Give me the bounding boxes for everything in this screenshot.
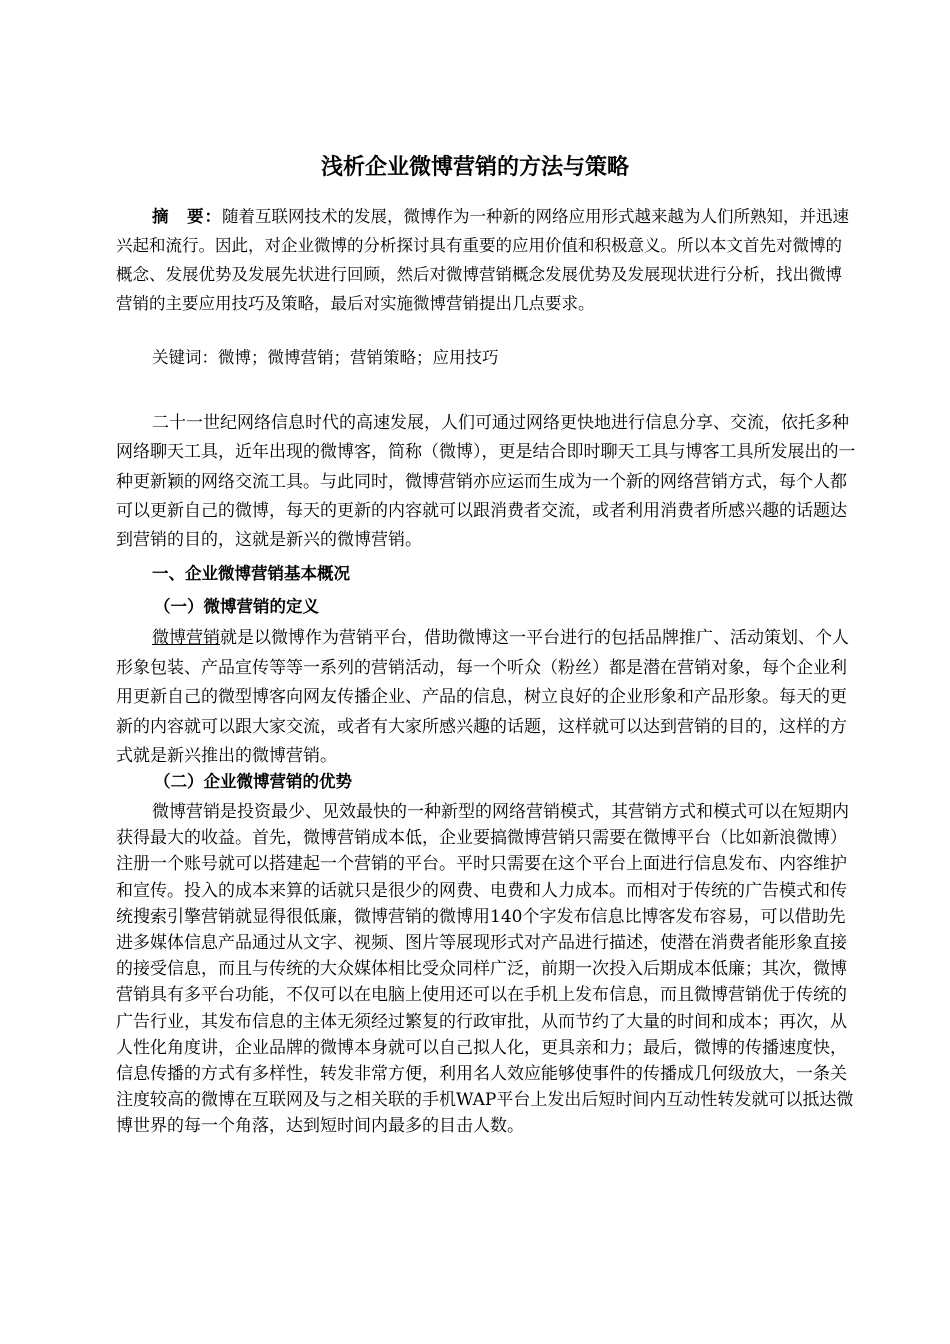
definition-paragraph bbox=[116, 624, 858, 772]
advantages-paragraph: 微博营销是投资最少、见效最快的一种新型的网络营销模式，其营销方式和模式可以在短期内获得最大的收益。首先，微博营销成本低，企业要搞微博营销只需要在微博平台（比如新浪微博）注册一个账号就可以搭建起一个营销的平台。平时只需要在这个平台上面进行信息发布、内容维护和宣传。投入的成本来算的话就只是很少的网费、电费和人力成本。而相对于传统的广告模式和传统搜索引擎营销就显得很低廉，微博营销的微博用140个字发布信息比博客发布容易，可以借助先进多媒体信息产品通过从文字、视频、图片等展现形式对产品进行描述，使潜在消费者能形象直接的接受信息，而且与传统的大众媒体相比受众同样广泛，前期一次投入后期成本低廉；其次，微博营销具有多平台功能，不仅可以在电脑上使用还可以在手机上发布信息，而且微博营销优于传统的广告行业，其发布信息的主体无须经过繁复的行政审批，从而节约了大量的时间和成本；再次，从人性化角度讲，企业品牌的微博本身就可以自己拟人化，更具亲和力；最后，微博的传播速度快，信息传播的方式有多样性，转发非常方便，利用名人效应能够使事件的传播成几何级放大，一条关注度较高的微博在互联网及与之相关联的手机WAP平台上发出后短时间内互动性转发就可以抵达微博世界的每一个角落，达到短时间内最多的目击人数。 bbox=[116, 802, 854, 1137]
abstract-text: 随着互联网技术的发展，微博作为一种新的网络应用形式越来越为人们所熟知，并迅速兴起和流行。因此，对企业微博的分析探讨具有重要的应用价值和积极意义。所以本文首先对微博的概念、发展优势及发展先状进行回顾，然后对微博营销概念发展优势及发展现状进行分析，找出微博营销的主要应用技巧及策略，最后对实施微博营销提出几点要求。 bbox=[116, 207, 849, 313]
subsection-heading-definition: （一）微博营销的定义 bbox=[154, 597, 319, 616]
definition-term: 微博营销 bbox=[152, 628, 220, 648]
keywords-text: 微博；微博营销；营销策略；应用技巧 bbox=[218, 348, 499, 367]
subsection-heading-advantages: （二）企业微博营销的优势 bbox=[154, 772, 352, 791]
keywords-label: 关键词： bbox=[152, 348, 218, 367]
section-heading: 一、企业微博营销基本概况 bbox=[152, 564, 350, 583]
intro-paragraph: 二十一世纪网络信息时代的高速发展，人们可通过网络更快地进行信息分享、交流，依托多种网络聊天工具，近年出现的微博客，简称（微博），更是结合即时聊天工具与博客工具所发展出的一种更新颖的网络交流工具。与此同时，微博营销亦应运而生成为一个新的网络营销方式，每个人都可以更新自己的微博，每天的更新的内容就可以跟消费者交流，或者利用消费者所感兴趣的话题达到营销的目的，这就是新兴的微博营销。 bbox=[116, 413, 856, 551]
abstract-label: 摘 要： bbox=[152, 207, 222, 226]
definition-text: 就是以微博作为营销平台，借助微博这一平台进行的包括品牌推广、活动策划、个人形象包装、产品宣传等等一系列的营销活动，每一个听众（粉丝）都是潜在营销对象，每个企业利用更新自己的微型博客向网友传播企业、产品的信息，树立良好的企业形象和产品形象。每天的更新的内容就可以跟大家交流，或者有大家所感兴趣的话题，这样就可以达到营销的目的，这样的方式就是新兴推出的微博营销。 bbox=[116, 628, 849, 766]
abstract bbox=[116, 202, 858, 318]
document-title: 浅析企业微博营销的方法与策略 bbox=[320, 155, 629, 180]
keywords bbox=[116, 343, 894, 372]
